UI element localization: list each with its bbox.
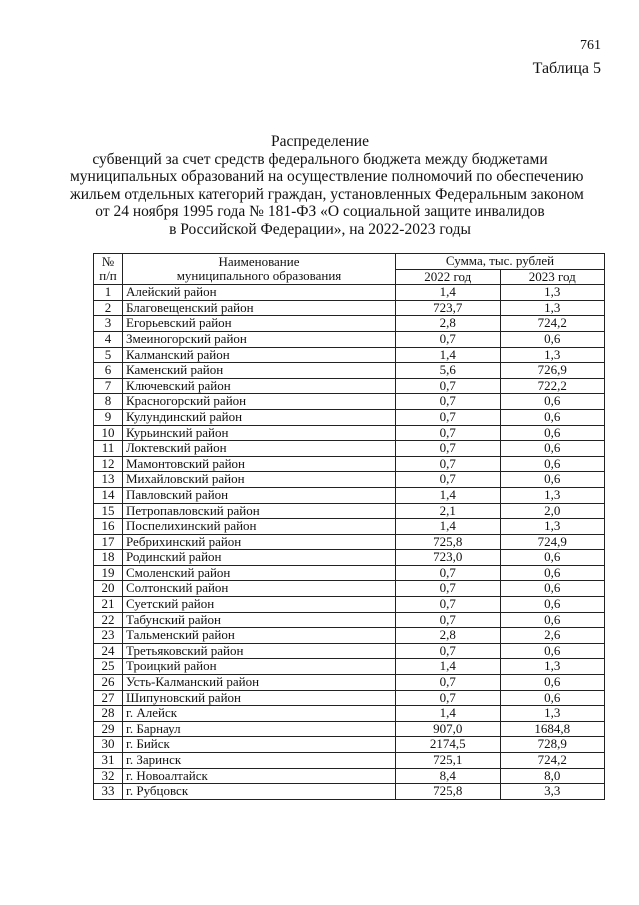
table-row [94, 472, 605, 488]
row-value-2023: 1,3 [500, 347, 605, 363]
row-municipality: г. Заринск [123, 753, 396, 769]
row-municipality: Павловский район [123, 487, 396, 503]
row-value-2022: 0,7 [396, 581, 501, 597]
row-value-2022: 723,0 [396, 550, 501, 566]
row-municipality: Троицкий район [123, 659, 396, 675]
table-row [94, 394, 605, 410]
row-value-2022: 0,7 [396, 409, 501, 425]
row-municipality: Солтонский район [123, 581, 396, 597]
row-municipality: Калманский район [123, 347, 396, 363]
table-row [94, 581, 605, 597]
table-row [94, 721, 605, 737]
row-number: 16 [94, 519, 123, 535]
table-row [94, 534, 605, 550]
table-row [94, 550, 605, 566]
table-row [94, 519, 605, 535]
row-number: 21 [94, 597, 123, 613]
row-municipality: Табунский район [123, 612, 396, 628]
table-row [94, 503, 605, 519]
row-value-2023: 0,6 [500, 441, 605, 457]
row-municipality: г. Бийск [123, 737, 396, 753]
row-value-2023: 726,9 [500, 363, 605, 379]
row-number: 29 [94, 721, 123, 737]
row-municipality: г. Барнаул [123, 721, 396, 737]
row-municipality: г. Новоалтайск [123, 768, 396, 784]
row-value-2023: 0,6 [500, 456, 605, 472]
row-value-2023: 0,6 [500, 565, 605, 581]
table-row [94, 628, 605, 644]
row-value-2023: 8,0 [500, 768, 605, 784]
row-value-2023: 0,6 [500, 425, 605, 441]
row-value-2022: 8,4 [396, 768, 501, 784]
row-value-2022: 0,7 [396, 597, 501, 613]
row-number: 18 [94, 550, 123, 566]
row-number: 10 [94, 425, 123, 441]
table-row [94, 316, 605, 332]
title-line: Распределение [271, 133, 369, 150]
row-value-2022: 725,8 [396, 534, 501, 550]
row-municipality: Петропавловский район [123, 503, 396, 519]
row-municipality: г. Алейск [123, 706, 396, 722]
row-value-2023: 2,0 [500, 503, 605, 519]
row-value-2023: 0,6 [500, 675, 605, 691]
row-value-2022: 0,7 [396, 675, 501, 691]
row-value-2022: 0,7 [396, 643, 501, 659]
row-value-2023: 0,6 [500, 597, 605, 613]
row-value-2023: 0,6 [500, 643, 605, 659]
header-year-2022: 2022 год [396, 269, 501, 285]
header-municipality [123, 254, 396, 285]
row-number: 30 [94, 737, 123, 753]
table-label: Таблица 5 [532, 60, 601, 77]
row-number: 11 [94, 441, 123, 457]
row-value-2023: 0,6 [500, 409, 605, 425]
row-number: 5 [94, 347, 123, 363]
row-value-2022: 1,4 [396, 519, 501, 535]
row-value-2022: 0,7 [396, 394, 501, 410]
row-municipality: г. Рубцовск [123, 784, 396, 800]
row-municipality: Третьяковский район [123, 643, 396, 659]
row-number: 32 [94, 768, 123, 784]
table-row [94, 331, 605, 347]
row-value-2022: 0,7 [396, 378, 501, 394]
row-value-2022: 0,7 [396, 612, 501, 628]
page-number: 761 [580, 38, 601, 53]
row-value-2023: 724,2 [500, 753, 605, 769]
row-municipality: Ключевский район [123, 378, 396, 394]
row-value-2023: 0,6 [500, 690, 605, 706]
header-number [94, 254, 123, 285]
row-number: 22 [94, 612, 123, 628]
table-row [94, 753, 605, 769]
table-body [94, 285, 605, 800]
row-value-2023: 0,6 [500, 331, 605, 347]
table-row [94, 347, 605, 363]
subsidy-table [93, 253, 605, 800]
row-number: 27 [94, 690, 123, 706]
table-row [94, 612, 605, 628]
row-value-2023: 0,6 [500, 394, 605, 410]
row-municipality: Тальменский район [123, 628, 396, 644]
row-value-2022: 1,4 [396, 659, 501, 675]
table-header [94, 254, 605, 285]
row-municipality: Егорьевский район [123, 316, 396, 332]
row-value-2022: 0,7 [396, 472, 501, 488]
header-municipality-line: муниципального образования [176, 268, 342, 284]
row-value-2022: 725,8 [396, 784, 501, 800]
row-value-2022: 2,8 [396, 628, 501, 644]
row-number: 13 [94, 472, 123, 488]
row-value-2022: 1,4 [396, 487, 501, 503]
title-line: жильем отдельных категорий граждан, установленных Федеральным законом [70, 185, 584, 203]
row-municipality: Курьинский район [123, 425, 396, 441]
row-municipality: Кулундинский район [123, 409, 396, 425]
row-municipality: Родинский район [123, 550, 396, 566]
row-number: 23 [94, 628, 123, 644]
table-row [94, 675, 605, 691]
row-value-2022: 0,7 [396, 441, 501, 457]
row-value-2023: 2,6 [500, 628, 605, 644]
row-municipality: Благовещенский район [123, 300, 396, 316]
row-municipality: Суетский район [123, 597, 396, 613]
table-row [94, 784, 605, 800]
row-value-2023: 0,6 [500, 472, 605, 488]
table-row [94, 597, 605, 613]
table-row [94, 409, 605, 425]
row-municipality: Мамонтовский район [123, 456, 396, 472]
header-year-2023: 2023 год [500, 269, 605, 285]
row-value-2022: 2,8 [396, 316, 501, 332]
row-number: 12 [94, 456, 123, 472]
row-value-2023: 724,2 [500, 316, 605, 332]
row-value-2023: 0,6 [500, 550, 605, 566]
row-municipality: Змеиногорский район [123, 331, 396, 347]
row-value-2023: 1684,8 [500, 721, 605, 737]
row-value-2022: 1,4 [396, 347, 501, 363]
table-row [94, 456, 605, 472]
row-municipality: Локтевский район [123, 441, 396, 457]
row-value-2022: 0,7 [396, 690, 501, 706]
header-municipality-line: Наименование [218, 253, 300, 269]
row-municipality: Шипуновский район [123, 690, 396, 706]
row-number: 4 [94, 331, 123, 347]
table-row [94, 737, 605, 753]
table-row [94, 300, 605, 316]
row-number: 6 [94, 363, 123, 379]
table-row [94, 706, 605, 722]
header-number-line: № [101, 253, 115, 269]
row-value-2022: 907,0 [396, 721, 501, 737]
row-value-2023: 1,3 [500, 300, 605, 316]
document-title [70, 133, 584, 239]
row-value-2023: 3,3 [500, 784, 605, 800]
row-number: 2 [94, 300, 123, 316]
row-value-2023: 1,3 [500, 706, 605, 722]
row-number: 7 [94, 378, 123, 394]
row-number: 26 [94, 675, 123, 691]
row-number: 15 [94, 503, 123, 519]
row-municipality: Смоленский район [123, 565, 396, 581]
table-row [94, 363, 605, 379]
row-number: 17 [94, 534, 123, 550]
row-number: 31 [94, 753, 123, 769]
row-number: 14 [94, 487, 123, 503]
table-row [94, 565, 605, 581]
row-value-2023: 0,6 [500, 581, 605, 597]
title-line: от 24 ноября 1995 года № 181-ФЗ «О социальной защите инвалидов [95, 203, 545, 221]
row-number: 25 [94, 659, 123, 675]
row-value-2023: 1,3 [500, 659, 605, 675]
row-number: 19 [94, 565, 123, 581]
row-value-2022: 723,7 [396, 300, 501, 316]
table-row [94, 487, 605, 503]
row-municipality: Красногорский район [123, 394, 396, 410]
row-value-2023: 724,9 [500, 534, 605, 550]
row-value-2023: 0,6 [500, 612, 605, 628]
row-value-2022: 725,1 [396, 753, 501, 769]
row-municipality: Каменский район [123, 363, 396, 379]
row-number: 20 [94, 581, 123, 597]
row-municipality: Усть-Калманский район [123, 675, 396, 691]
table-row [94, 659, 605, 675]
row-value-2022: 0,7 [396, 331, 501, 347]
table-row [94, 441, 605, 457]
table-row [94, 643, 605, 659]
table-row [94, 285, 605, 301]
header-number-line: п/п [99, 268, 117, 284]
row-number: 28 [94, 706, 123, 722]
row-number: 1 [94, 285, 123, 301]
row-value-2023: 728,9 [500, 737, 605, 753]
row-number: 9 [94, 409, 123, 425]
row-municipality: Алейский район [123, 285, 396, 301]
title-line: муниципальных образований на осуществление полномочий по обеспечению [70, 168, 584, 186]
table-row [94, 425, 605, 441]
title-line: в Российской Федерации», на 2022-2023 годы [169, 220, 471, 238]
row-number: 33 [94, 784, 123, 800]
row-value-2022: 0,7 [396, 456, 501, 472]
row-number: 24 [94, 643, 123, 659]
row-value-2022: 1,4 [396, 285, 501, 301]
table-row [94, 768, 605, 784]
row-value-2022: 2,1 [396, 503, 501, 519]
row-value-2022: 1,4 [396, 706, 501, 722]
row-value-2023: 1,3 [500, 285, 605, 301]
row-number: 3 [94, 316, 123, 332]
table-row [94, 690, 605, 706]
row-value-2023: 722,2 [500, 378, 605, 394]
row-municipality: Михайловский район [123, 472, 396, 488]
row-value-2022: 5,6 [396, 363, 501, 379]
table-row [94, 378, 605, 394]
header-sum: Сумма, тыс. рублей [396, 254, 605, 270]
row-value-2023: 1,3 [500, 519, 605, 535]
row-value-2022: 0,7 [396, 565, 501, 581]
row-municipality: Ребрихинский район [123, 534, 396, 550]
row-value-2022: 2174,5 [396, 737, 501, 753]
row-value-2023: 1,3 [500, 487, 605, 503]
row-value-2022: 0,7 [396, 425, 501, 441]
row-number: 8 [94, 394, 123, 410]
row-municipality: Поспелихинский район [123, 519, 396, 535]
title-line: субвенций за счет средств федерального бюджета между бюджетами [92, 150, 548, 168]
